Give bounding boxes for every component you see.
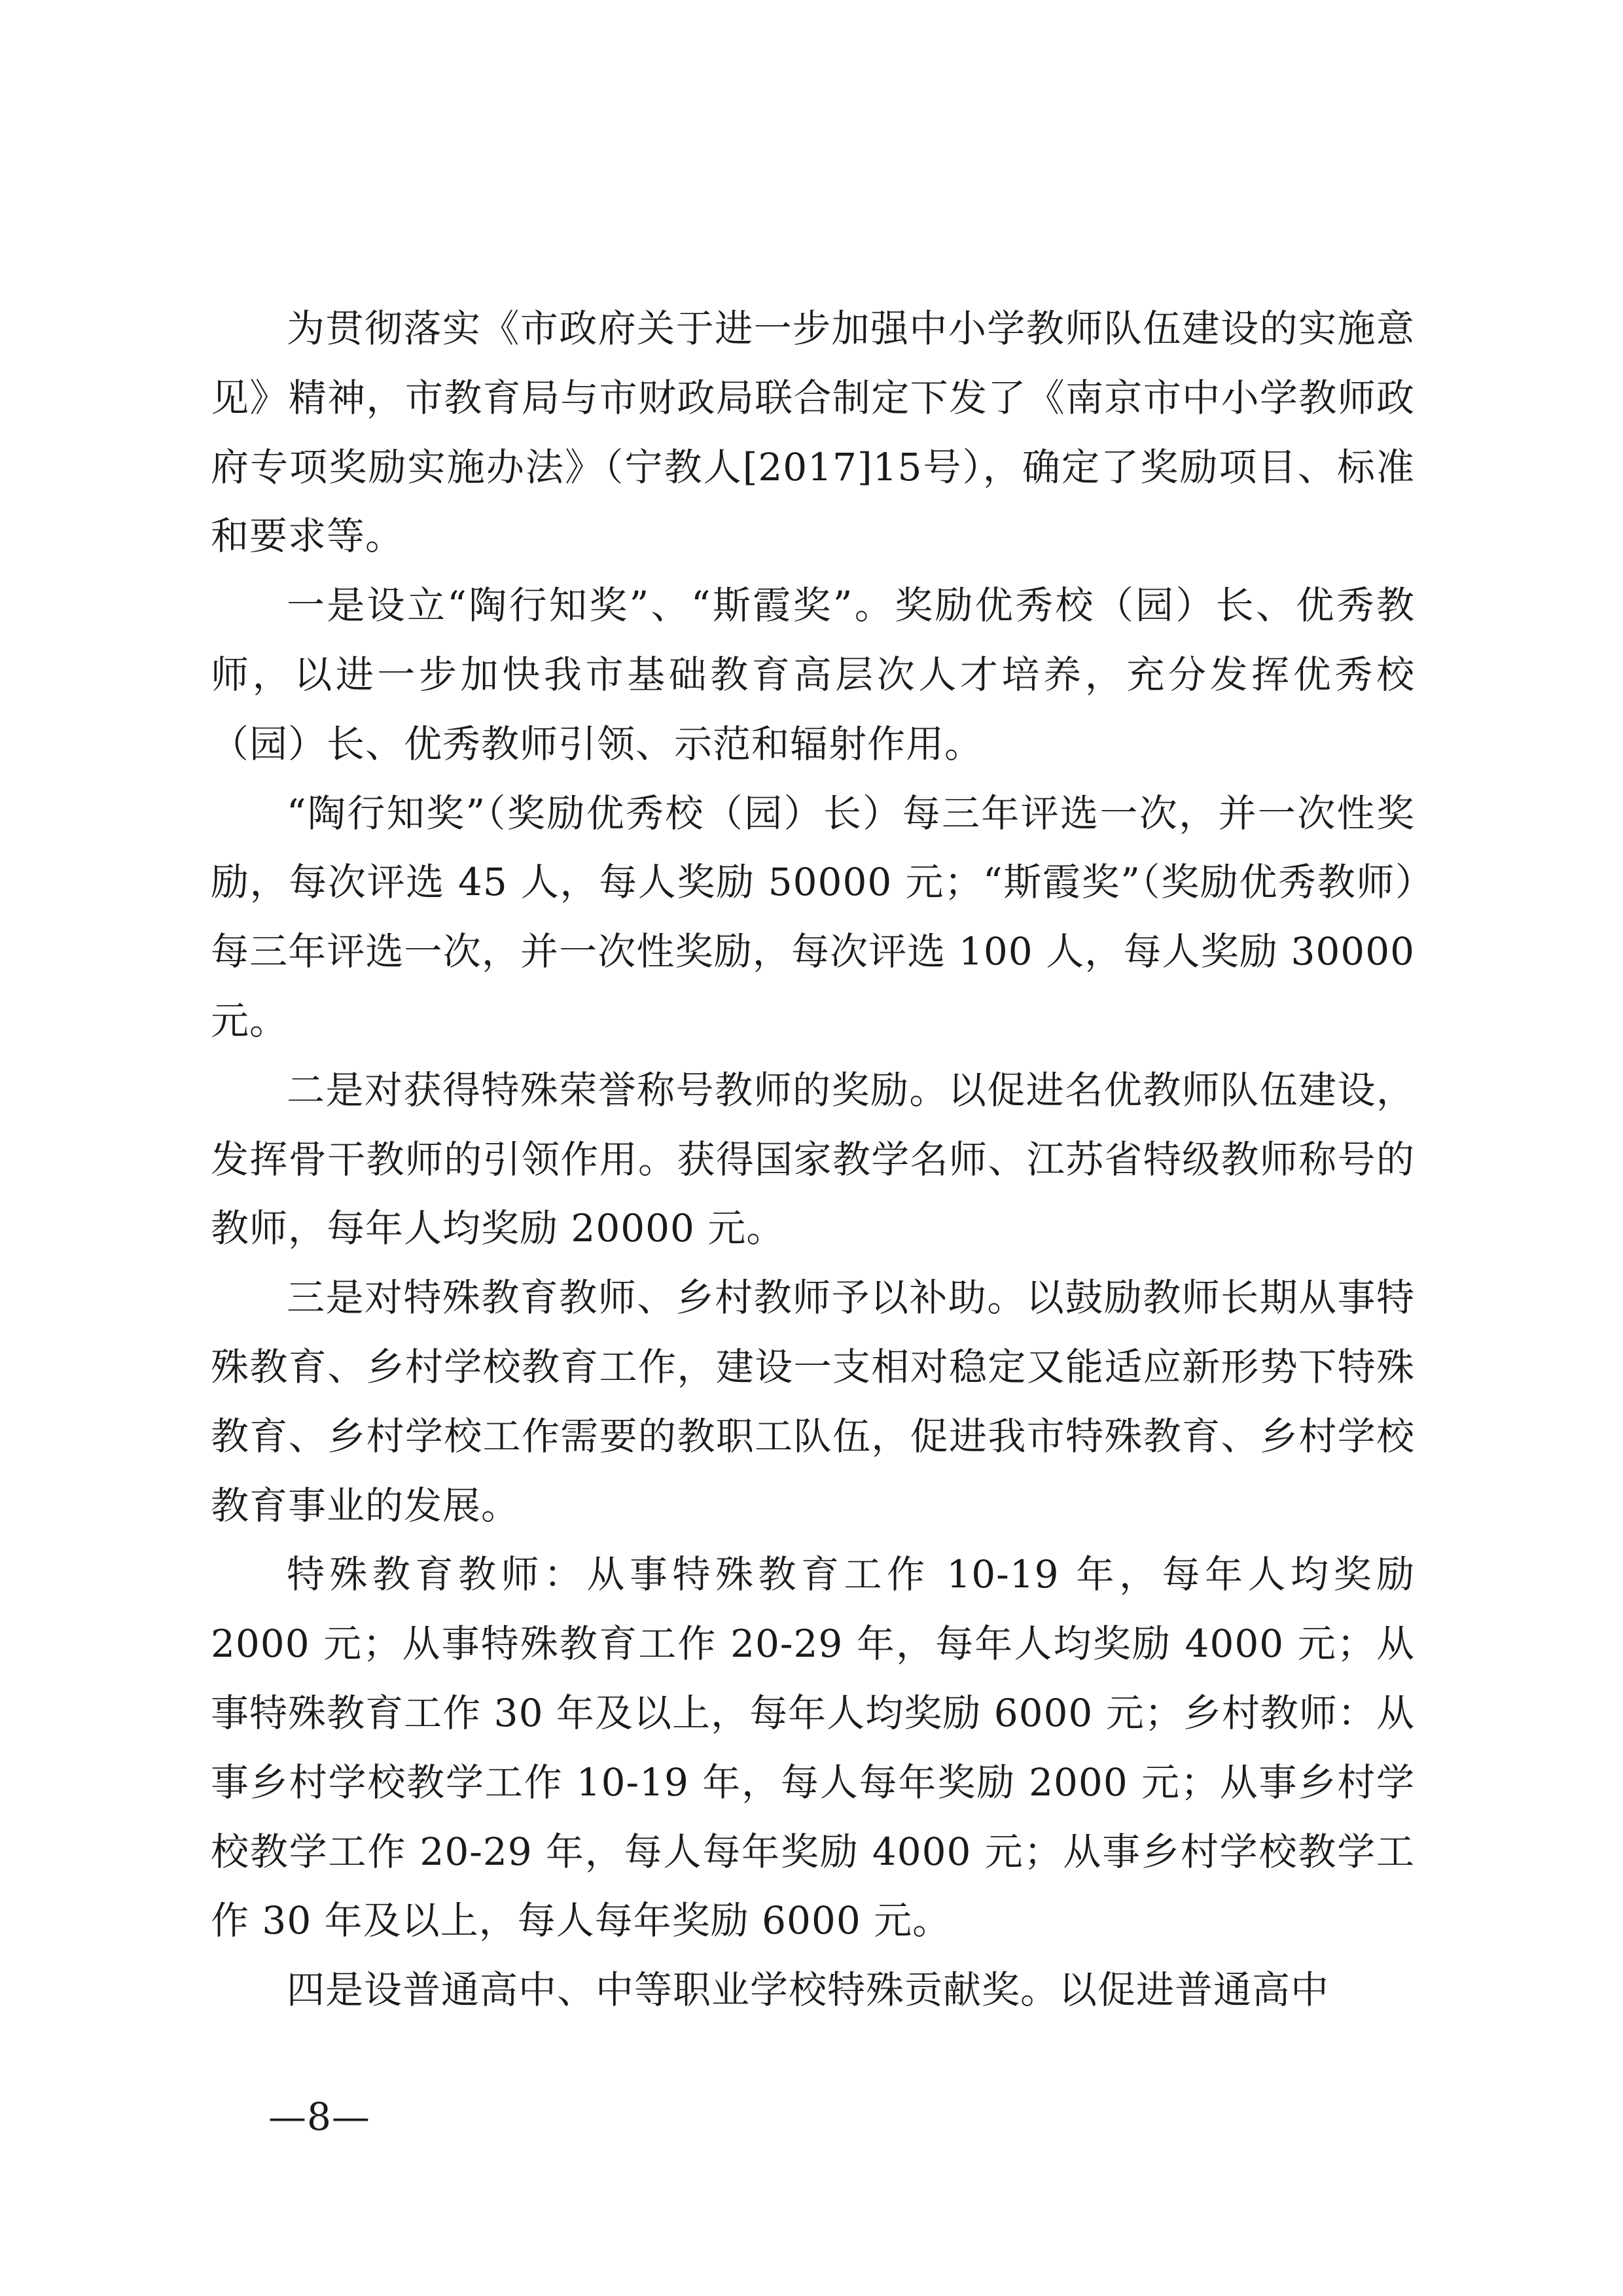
- document-body: [211, 294, 1415, 2025]
- paragraph-intro: 为贯彻落实《市政府关于进一步加强中小学教师队伍建设的实施意见》精神，市教育局与市财政局联合制定下发了《南京市中小学教师政府专项奖励实施办法》（宁教人[2017]15号），确定了奖励项目、标准和要求等。: [211, 306, 1415, 559]
- paragraph-item-3: 三是对特殊教育教师、乡村教师予以补助。以鼓励教师长期从事特殊教育、乡村学校教育工作，建设一支相对稳定又能适应新形势下特殊教育、乡村学校工作需要的教职工队伍，促进我市特殊教育、乡村学校教育事业的发展。: [211, 1275, 1415, 1528]
- page-number: —8—: [268, 2094, 370, 2139]
- paragraph-item-1-detail: “陶行知奖”（奖励优秀校（园）长）每三年评选一次，并一次性奖励，每次评选 45 人，每人奖励 50000 元；“斯霞奖”（奖励优秀教师）每三年评选一次，并一次性奖励，每次评选 100 人，每人奖励 30000 元。: [211, 790, 1415, 1043]
- paragraph-item-1: 一是设立“陶行知奖”、“斯霞奖”。奖励优秀校（园）长、优秀教师，以进一步加快我市基础教育高层次人才培养，充分发挥优秀校（园）长、优秀教师引领、示范和辐射作用。: [211, 583, 1415, 766]
- paragraph-item-2: 二是对获得特殊荣誉称号教师的奖励。以促进名优教师队伍建设，发挥骨干教师的引领作用。获得国家教学名师、江苏省特级教师称号的教师，每年人均奖励 20000 元。: [211, 1067, 1415, 1251]
- paragraph-item-4: 四是设普通高中、中等职业学校特殊贡献奖。以促进普通高中: [287, 1968, 1330, 2013]
- paragraph-item-3-detail: 特殊教育教师：从事特殊教育工作 10-19 年，每年人均奖励 2000 元；从事特殊教育工作 20-29 年，每年人均奖励 4000 元；从事特殊教育工作 30 年及以上，每年人均奖励 6000 元；乡村教师：从事乡村学校教学工作 10-19 年，每人每年奖励 2000 元；从事乡村学校教学工作 20-29 年，每人每年奖励 4000 元；从事乡村学校教学工作 30 年及以上，每人每年奖励 6000 元。: [211, 1552, 1415, 1943]
